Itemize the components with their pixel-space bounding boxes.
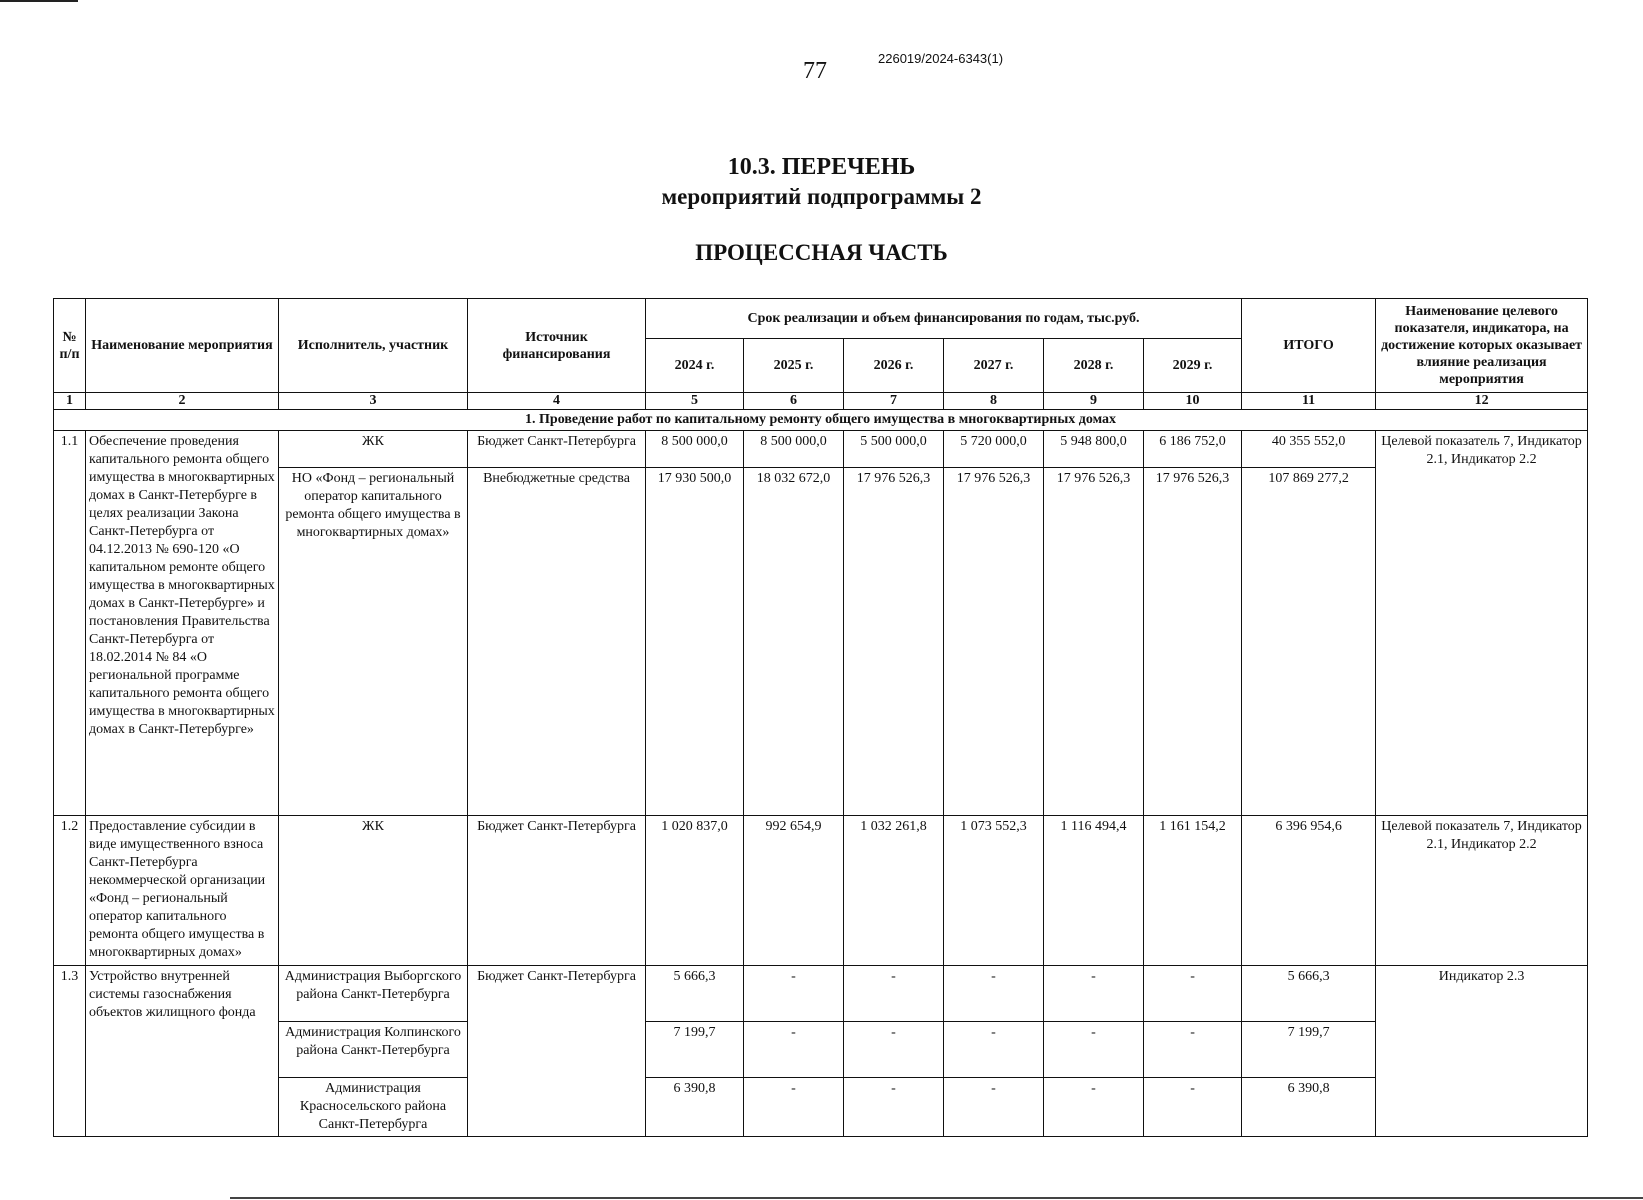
list-subtitle: мероприятий подпрограммы 2 bbox=[661, 184, 982, 209]
year-value: 17 976 526,3 bbox=[1044, 468, 1144, 816]
measures-table bbox=[53, 298, 1588, 1137]
year-value: - bbox=[1044, 1022, 1144, 1078]
column-number: 3 bbox=[279, 393, 468, 410]
header-source: Источник финансирования bbox=[468, 299, 646, 393]
funding-source: Внебюджетные средства bbox=[468, 468, 646, 816]
year-value: 8 500 000,0 bbox=[646, 431, 744, 468]
year-value: 5 500 000,0 bbox=[844, 431, 944, 468]
column-number: 5 bbox=[646, 393, 744, 410]
year-value: - bbox=[744, 966, 844, 1022]
table-row bbox=[54, 468, 1588, 816]
header-year: 2027 г. bbox=[944, 339, 1044, 393]
total-value: 6 396 954,6 bbox=[1242, 816, 1376, 966]
funding-source: Бюджет Санкт-Петербурга bbox=[468, 431, 646, 468]
year-value: - bbox=[1044, 966, 1144, 1022]
measure-name: Обеспечение проведения капитального ремонта общего имущества в многоквартирных домах в Санкт-Петербурге в целях реализации Закона Санкт-Петербурга от 04.12.2013 № 690-120 «О капитальном ремонте общего имущества в многоквартирных домах в Санкт-Петербурге» и постановления Правительства Санкт-Петербурга от 18.02.2014 № 84 «О региональной программе капитального ремонта общего имущества в многоквартирных домах в Санкт-Петербурге» bbox=[86, 431, 279, 816]
column-number: 10 bbox=[1144, 393, 1242, 410]
year-value: 5 948 800,0 bbox=[1044, 431, 1144, 468]
year-value: 17 976 526,3 bbox=[844, 468, 944, 816]
section-title: 1. Проведение работ по капитальному ремонту общего имущества в многоквартирных домах bbox=[54, 410, 1588, 431]
indicator: Целевой показатель 7, Индикатор 2.1, Индикатор 2.2 bbox=[1376, 816, 1588, 966]
header-row-1 bbox=[54, 299, 1588, 339]
indicator: Индикатор 2.3 bbox=[1376, 966, 1588, 1137]
part-title: ПРОЦЕССНАЯ ЧАСТЬ bbox=[695, 240, 948, 265]
column-number: 4 bbox=[468, 393, 646, 410]
column-number: 12 bbox=[1376, 393, 1588, 410]
funding-source: Бюджет Санкт-Петербурга bbox=[468, 966, 646, 1137]
section-row bbox=[54, 410, 1588, 431]
year-value: - bbox=[744, 1078, 844, 1137]
row-number: 1.1 bbox=[54, 431, 86, 816]
year-value: 17 976 526,3 bbox=[1144, 468, 1242, 816]
executor: Администрация Красносельского района Санкт-Петербурга bbox=[279, 1078, 468, 1137]
column-number: 11 bbox=[1242, 393, 1376, 410]
header-year: 2029 г. bbox=[1144, 339, 1242, 393]
measure-name: Устройство внутренней системы газоснабжения объектов жилищного фонда bbox=[86, 966, 279, 1137]
column-number: 7 bbox=[844, 393, 944, 410]
year-value: 1 032 261,8 bbox=[844, 816, 944, 966]
header-indicator: Наименование целевого показателя, индикатора, на достижение которых оказывает влияние реализация мероприятия bbox=[1376, 299, 1588, 393]
year-value: 6 186 752,0 bbox=[1144, 431, 1242, 468]
page-number: 77 bbox=[803, 58, 827, 84]
column-number-row bbox=[54, 393, 1588, 410]
year-value: 5 720 000,0 bbox=[944, 431, 1044, 468]
column-number: 9 bbox=[1044, 393, 1144, 410]
year-value: - bbox=[1144, 1022, 1242, 1078]
year-value: 992 654,9 bbox=[744, 816, 844, 966]
total-value: 40 355 552,0 bbox=[1242, 431, 1376, 468]
header-total: ИТОГО bbox=[1242, 299, 1376, 393]
year-value: - bbox=[944, 966, 1044, 1022]
header-num: № п/п bbox=[54, 299, 86, 393]
executor: НО «Фонд – региональный оператор капитального ремонта общего имущества в многоквартирных домах» bbox=[279, 468, 468, 816]
header-year: 2026 г. bbox=[844, 339, 944, 393]
header-period: Срок реализации и объем финансирования по годам, тыс.руб. bbox=[646, 299, 1242, 339]
column-number: 6 bbox=[744, 393, 844, 410]
year-value: 1 020 837,0 bbox=[646, 816, 744, 966]
year-value: - bbox=[1044, 1078, 1144, 1137]
year-value: 5 666,3 bbox=[646, 966, 744, 1022]
year-value: 1 116 494,4 bbox=[1044, 816, 1144, 966]
executor: Администрация Выборгского района Санкт-Петербурга bbox=[279, 966, 468, 1022]
total-value: 7 199,7 bbox=[1242, 1022, 1376, 1078]
year-value: - bbox=[1144, 1078, 1242, 1137]
row-number: 1.2 bbox=[54, 816, 86, 966]
year-value: 6 390,8 bbox=[646, 1078, 744, 1137]
year-value: 1 161 154,2 bbox=[1144, 816, 1242, 966]
total-value: 5 666,3 bbox=[1242, 966, 1376, 1022]
column-number: 2 bbox=[86, 393, 279, 410]
table-row bbox=[54, 966, 1588, 1022]
year-value: - bbox=[1144, 966, 1242, 1022]
header-year: 2028 г. bbox=[1044, 339, 1144, 393]
year-value: - bbox=[744, 1022, 844, 1078]
table-row bbox=[54, 1022, 1588, 1078]
header-year: 2025 г. bbox=[744, 339, 844, 393]
total-value: 107 869 277,2 bbox=[1242, 468, 1376, 816]
scan-edge-bottom bbox=[230, 1197, 1643, 1199]
indicator: Целевой показатель 7, Индикатор 2.1, Индикатор 2.2 bbox=[1376, 431, 1588, 816]
table-row bbox=[54, 816, 1588, 966]
column-number: 8 bbox=[944, 393, 1044, 410]
year-value: 17 930 500,0 bbox=[646, 468, 744, 816]
scan-edge-top bbox=[0, 0, 78, 2]
executor: ЖК bbox=[279, 816, 468, 966]
year-value: 1 073 552,3 bbox=[944, 816, 1044, 966]
executor: Администрация Колпинского района Санкт-Петербурга bbox=[279, 1022, 468, 1078]
year-value: 18 032 672,0 bbox=[744, 468, 844, 816]
table-row bbox=[54, 1078, 1588, 1137]
table-row bbox=[54, 431, 1588, 468]
list-title: 10.3. ПЕРЕЧЕНЬ bbox=[727, 154, 916, 180]
row-number: 1.3 bbox=[54, 966, 86, 1137]
document-id: 226019/2024-6343(1) bbox=[878, 51, 1004, 66]
header-year: 2024 г. bbox=[646, 339, 744, 393]
year-value: - bbox=[844, 1078, 944, 1137]
funding-source: Бюджет Санкт-Петербурга bbox=[468, 816, 646, 966]
year-value: - bbox=[944, 1078, 1044, 1137]
measure-name: Предоставление субсидии в виде имущественного взноса Санкт-Петербурга некоммерческой организации «Фонд – региональный оператор капитального ремонта общего имущества в многоквартирных домах» bbox=[86, 816, 279, 966]
column-number: 1 bbox=[54, 393, 86, 410]
total-value: 6 390,8 bbox=[1242, 1078, 1376, 1137]
executor: ЖК bbox=[279, 431, 468, 468]
header-executor: Исполнитель, участник bbox=[279, 299, 468, 393]
header-name: Наименование мероприятия bbox=[86, 299, 279, 393]
year-value: - bbox=[844, 1022, 944, 1078]
year-value: 7 199,7 bbox=[646, 1022, 744, 1078]
year-value: 8 500 000,0 bbox=[744, 431, 844, 468]
year-value: - bbox=[944, 1022, 1044, 1078]
year-value: - bbox=[844, 966, 944, 1022]
year-value: 17 976 526,3 bbox=[944, 468, 1044, 816]
